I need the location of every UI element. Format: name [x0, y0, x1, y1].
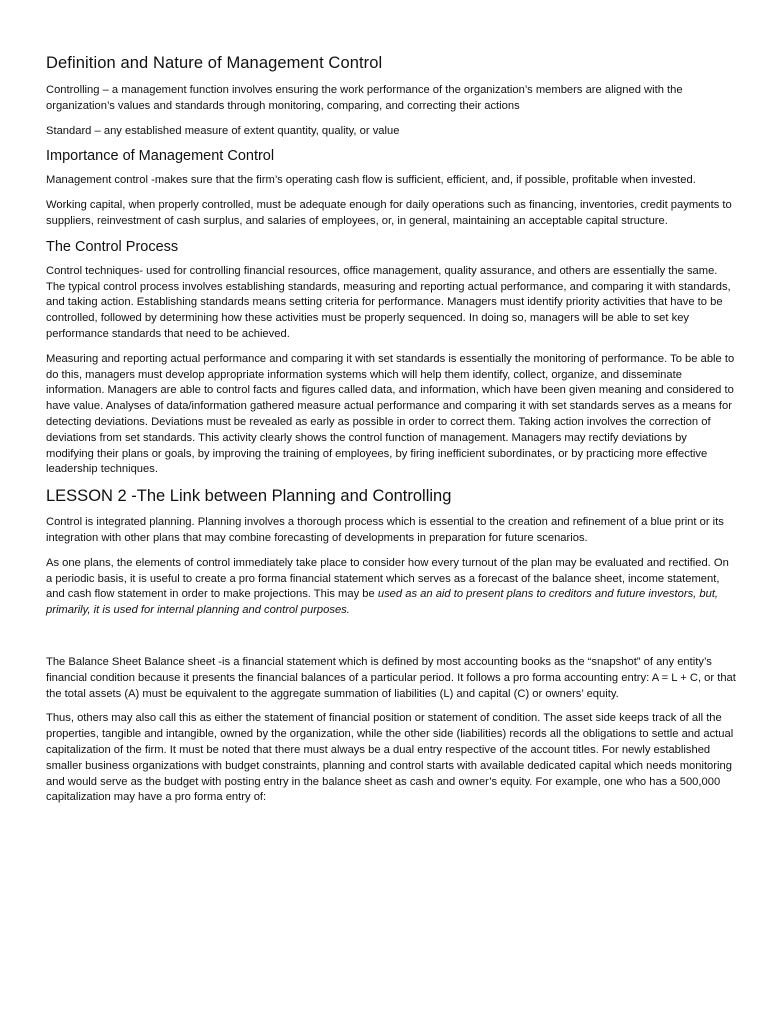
paragraph-standard: Standard – any established measure of extent quantity, quality, or value	[46, 124, 400, 137]
paragraph-balance-sheet: The Balance Sheet Balance sheet -is a financial statement which is defined by most accounting books as the “snapshot” of any entity’s financial condition because it presents the financial balances of a particular period. It follows a pro forma accounting entry: A = L + C, or that the total assets (A) must be equivalent to the aggregate summation of liabilities (L) and capital (C) or owners’ equity.	[46, 655, 736, 700]
heading-control-process: The Control Process	[46, 238, 179, 255]
spacer	[46, 628, 736, 655]
paragraph-control-integrated: Control is integrated planning. Planning involves a thorough process which is essential to the creation and refinement of a blue print or its integration with other plans that may combine forecasting of developments in preparation for future scenarios.	[46, 516, 724, 544]
paragraph-as-one-plans-italic: used as an aid to present plans to creditors and future investors, but, primarily, it is used for internal planning and control purposes.	[46, 588, 719, 617]
paragraph-measuring-reporting: Measuring and reporting actual performance and comparing it with set standards is essentially the monitoring of performance. To be able to do this, managers must develop appropriate information systems which will help them identify, collect, organize, and disseminate information. Managers are able to control facts and figures called data, and information, which have been given meaning and considered to have value. Analyses of data/information gathered measure actual performance and comparing it with set standards serves as a means for detecting deviations. Deviations must be revealed as early as possible in order to correct them. Taking action involves the correction of deviations from set standards. This activity clearly shows the control function of management. Managers may rectify deviations by modifying their plans or goals, by improving the training of employees, by firing inefficient subordinates, or by practicing more effective leadership techniques.	[46, 352, 735, 476]
heading-lesson-2: LESSON 2 -The Link between Planning and Controlling	[46, 487, 452, 506]
document-body	[46, 54, 736, 815]
heading-definition: Definition and Nature of Management Control	[46, 54, 383, 72]
paragraph-control-techniques: Control techniques- used for controlling financial resources, office management, quality assurance, and others are essentially the same. The typical control process involves establishing standards, measuring and reporting actual performance, and comparing it with standards, and taking action. Establishing standards means setting criteria for performance. Managers must identify priority activities that have to be controlled, followed by determining how these activities must be properly sequenced. In doing so, managers will be able to set key performance standards that need to be achieved.	[46, 264, 731, 340]
paragraph-working-capital: Working capital, when properly controlled, must be adequate enough for daily operations such as financing, inventories, credit payments to suppliers, reinvestment of cash surplus, and salaries of employees, or, in general, maintaining an acceptable capital structure.	[46, 199, 732, 227]
heading-importance: Importance of Management Control	[46, 148, 275, 165]
paragraph-as-one-plans-text: As one plans, the elements of control immediately take place to consider how every turnout of the plan may be evaluated and rectified. On a periodic basis, it is useful to create a pro forma financial statement which serves as a forecast of the balance sheet, income statement, and cash flow statement in order to make projections. This may be	[46, 556, 729, 601]
paragraph-management-control: Management control -makes sure that the firm’s operating cash flow is sufficient, efficient, and, if possible, profitable when invested.	[46, 174, 696, 187]
paragraph-as-one-plans	[46, 556, 736, 619]
paragraph-thus: Thus, others may also call this as either the statement of financial position or statement of condition. The asset side keeps track of all the properties, tangible and intangible, owned by the organization, while the other side (liabilities) records all the obligations to settle and actual capitalization of the firm. It must be noted that there must always be a dual entry respective of the account titles. For newly established smaller business organizations with budget constraints, planning and control starts with available dedicated capital which needs monitoring and would serve as the budget with posting entry in the balance sheet as cash and owner’s equity. For example, one who has a 500,000 capitalization may have a pro forma entry of:	[46, 712, 734, 804]
paragraph-controlling: Controlling – a management function involves ensuring the work performance of the organization’s members are aligned with the organization’s values and standards through monitoring, comparing, and correcting their actions	[46, 84, 683, 112]
